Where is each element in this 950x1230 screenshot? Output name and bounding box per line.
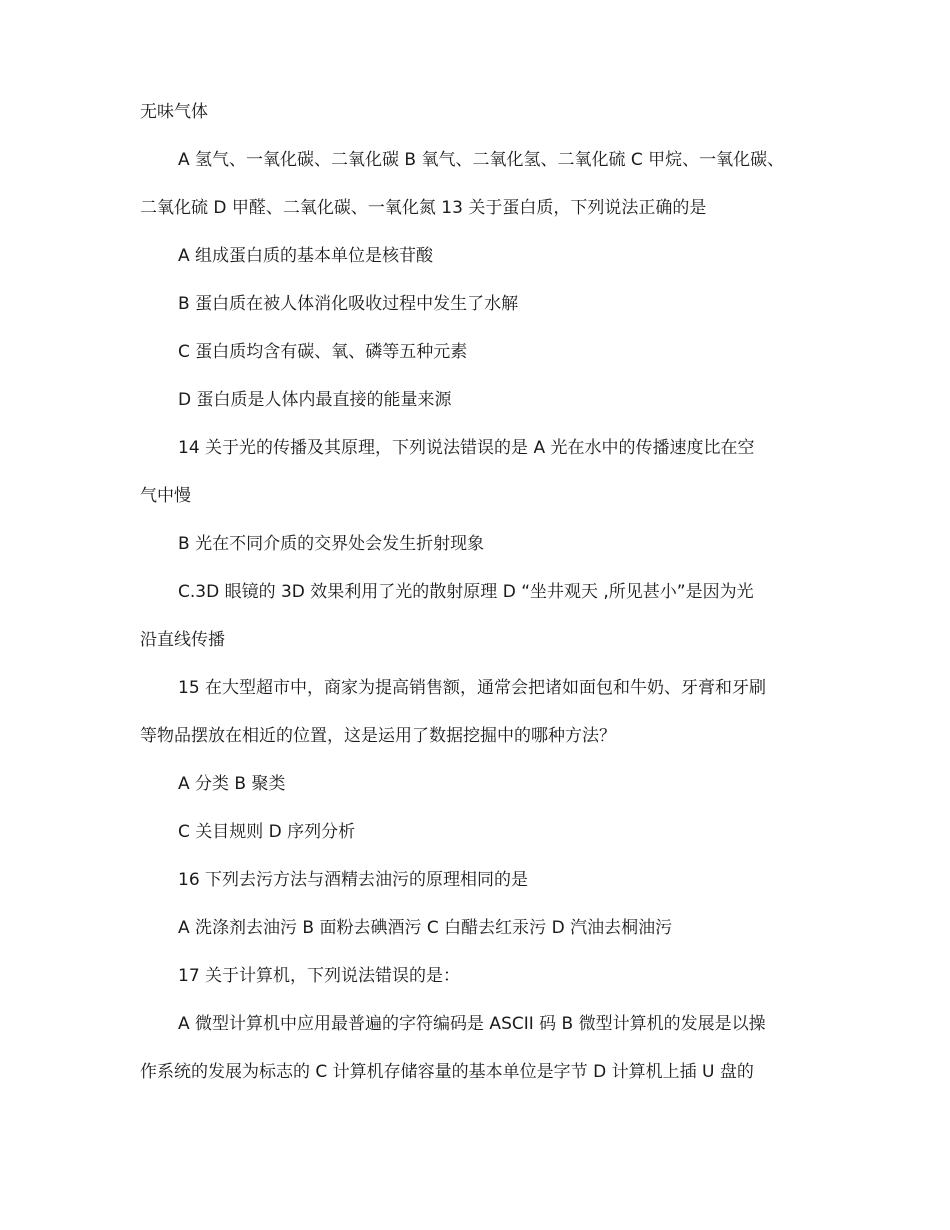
text-line: 等物品摆放在相近的位置，这是运用了数据挖掘中的哪种方法？: [140, 726, 616, 746]
text-line: C.3D 眼镜的 3D 效果利用了光的散射原理 D “坐井观天 ,所见甚小”是因为光: [178, 582, 754, 602]
text-line: 沿直线传播: [140, 630, 225, 650]
text-line: C 关目规则 D 序列分析: [178, 822, 356, 842]
text-line: 二氧化硫 D 甲醛、二氧化碳、一氧化氮 13 关于蛋白质，下列说法正确的是: [140, 198, 707, 218]
text-line: 无味气体: [140, 102, 208, 122]
text-line: A 分类 B 聚类: [178, 774, 286, 794]
text-line: 17 关于计算机，下列说法错误的是：: [178, 966, 461, 986]
document-body: [140, 88, 812, 1096]
text-line: 14 关于光的传播及其原理，下列说法错误的是 A 光在水中的传播速度比在空: [178, 438, 755, 458]
text-line: A 洗涤剂去油污 B 面粉去碘酒污 C 白醋去红汞污 D 汽油去桐油污: [178, 918, 673, 938]
text-line: A 氢气、一氧化碳、二氧化碳 B 氧气、二氧化氢、二氧化硫 C 甲烷、一氧化碳、: [178, 150, 785, 170]
text-line: A 组成蛋白质的基本单位是核苷酸: [178, 246, 434, 266]
text-line: D 蛋白质是人体内最直接的能量来源: [178, 390, 452, 410]
text-line: 16 下列去污方法与酒精去油污的原理相同的是: [178, 870, 529, 890]
text-line: B 光在不同介质的交界处会发生折射现象: [178, 534, 485, 554]
text-line: 气中慢: [140, 486, 191, 506]
text-line: A 微型计算机中应用最普遍的字符编码是 ASCII 码 B 微型计算机的发展是以操: [178, 1014, 766, 1034]
text-line: 15 在大型超市中，商家为提高销售额，通常会把诸如面包和牛奶、牙膏和牙刷: [178, 678, 767, 698]
text-line: B 蛋白质在被人体消化吸收过程中发生了水解: [178, 294, 519, 314]
text-line: C 蛋白质均含有碳、氧、磷等五种元素: [178, 342, 468, 362]
text-line: 作系统的发展为标志的 C 计算机存储容量的基本单位是字节 D 计算机上插 U 盘的: [140, 1062, 754, 1082]
